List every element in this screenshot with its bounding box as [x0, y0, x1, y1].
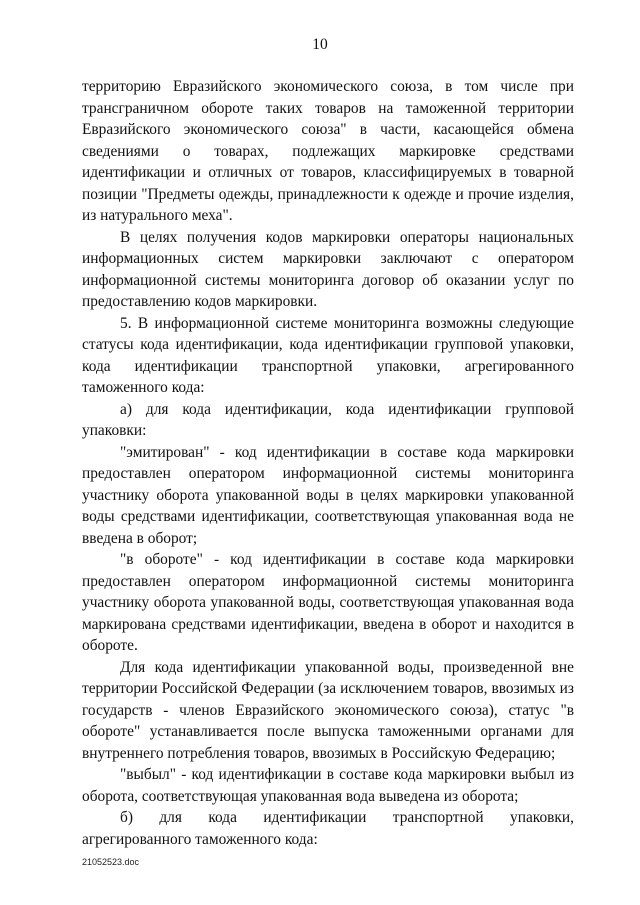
document-body — [82, 76, 574, 850]
page-number: 10 — [312, 36, 328, 53]
paragraph-3: 5. В информационной системе мониторинга возможны следующие статусы кода идентификации, кода идентификации групповой упаковки, кода идентификации транспортной упаковки, агрегированного таможенного кода: — [82, 314, 574, 396]
paragraph-5: "эмитирован" - код идентификации в составе кода маркировки предоставлен оператором информационной системы мониторинга участнику оборота упакованной воды в целях маркировки упакованной воды средствами идентификации, соответствующая упакованная вода не введена в оборот; — [82, 443, 574, 547]
paragraph-1: территорию Евразийского экономического союза, в том числе при трансграничном обороте таких товаров на таможенной территории Евразийского экономического союза" в части, касающейся обмена сведениями о товарах, подлежащих маркировке средствами идентификации и отличных от товаров, классифицируемых в товарной позиции "Предметы одежды, принадлежности к одежде и прочие изделия, из натурального меха". — [82, 78, 574, 224]
paragraph-8: "выбыл" - код идентификации в составе кода маркировки выбыл из оборота, соответствующая упакованная вода выведена из оборота; — [82, 766, 574, 805]
paragraph-7: Для кода идентификации упакованной воды, произведенной вне территории Российской Федерации (за исключением товаров, ввозимых из государств - членов Евразийского экономического союза), статус "в обороте" устанавливается после выпуска таможенными органами для внутреннего потребления товаров, ввозимых в Российскую Федерацию; — [82, 658, 574, 762]
paragraph-9: б) для кода идентификации транспортной упаковки, агрегированного таможенного кода: — [82, 809, 574, 848]
footer-filename: 21052523.doc — [82, 857, 140, 867]
paragraph-2: В целях получения кодов маркировки операторы национальных информационных систем маркировки заключают с оператором информационной системы мониторинга договор об оказании услуг по предоставлению кодов маркировки. — [82, 228, 574, 310]
paragraph-6: "в обороте" - код идентификации в составе кода маркировки предоставлен оператором информационной системы мониторинга участнику оборота упакованной воды, соответствующая упакованная вода маркирована средствами идентификации, введена в оборот и находится в обороте. — [82, 551, 574, 654]
paragraph-4: а) для кода идентификации, кода идентификации групповой упаковки: — [82, 400, 574, 439]
